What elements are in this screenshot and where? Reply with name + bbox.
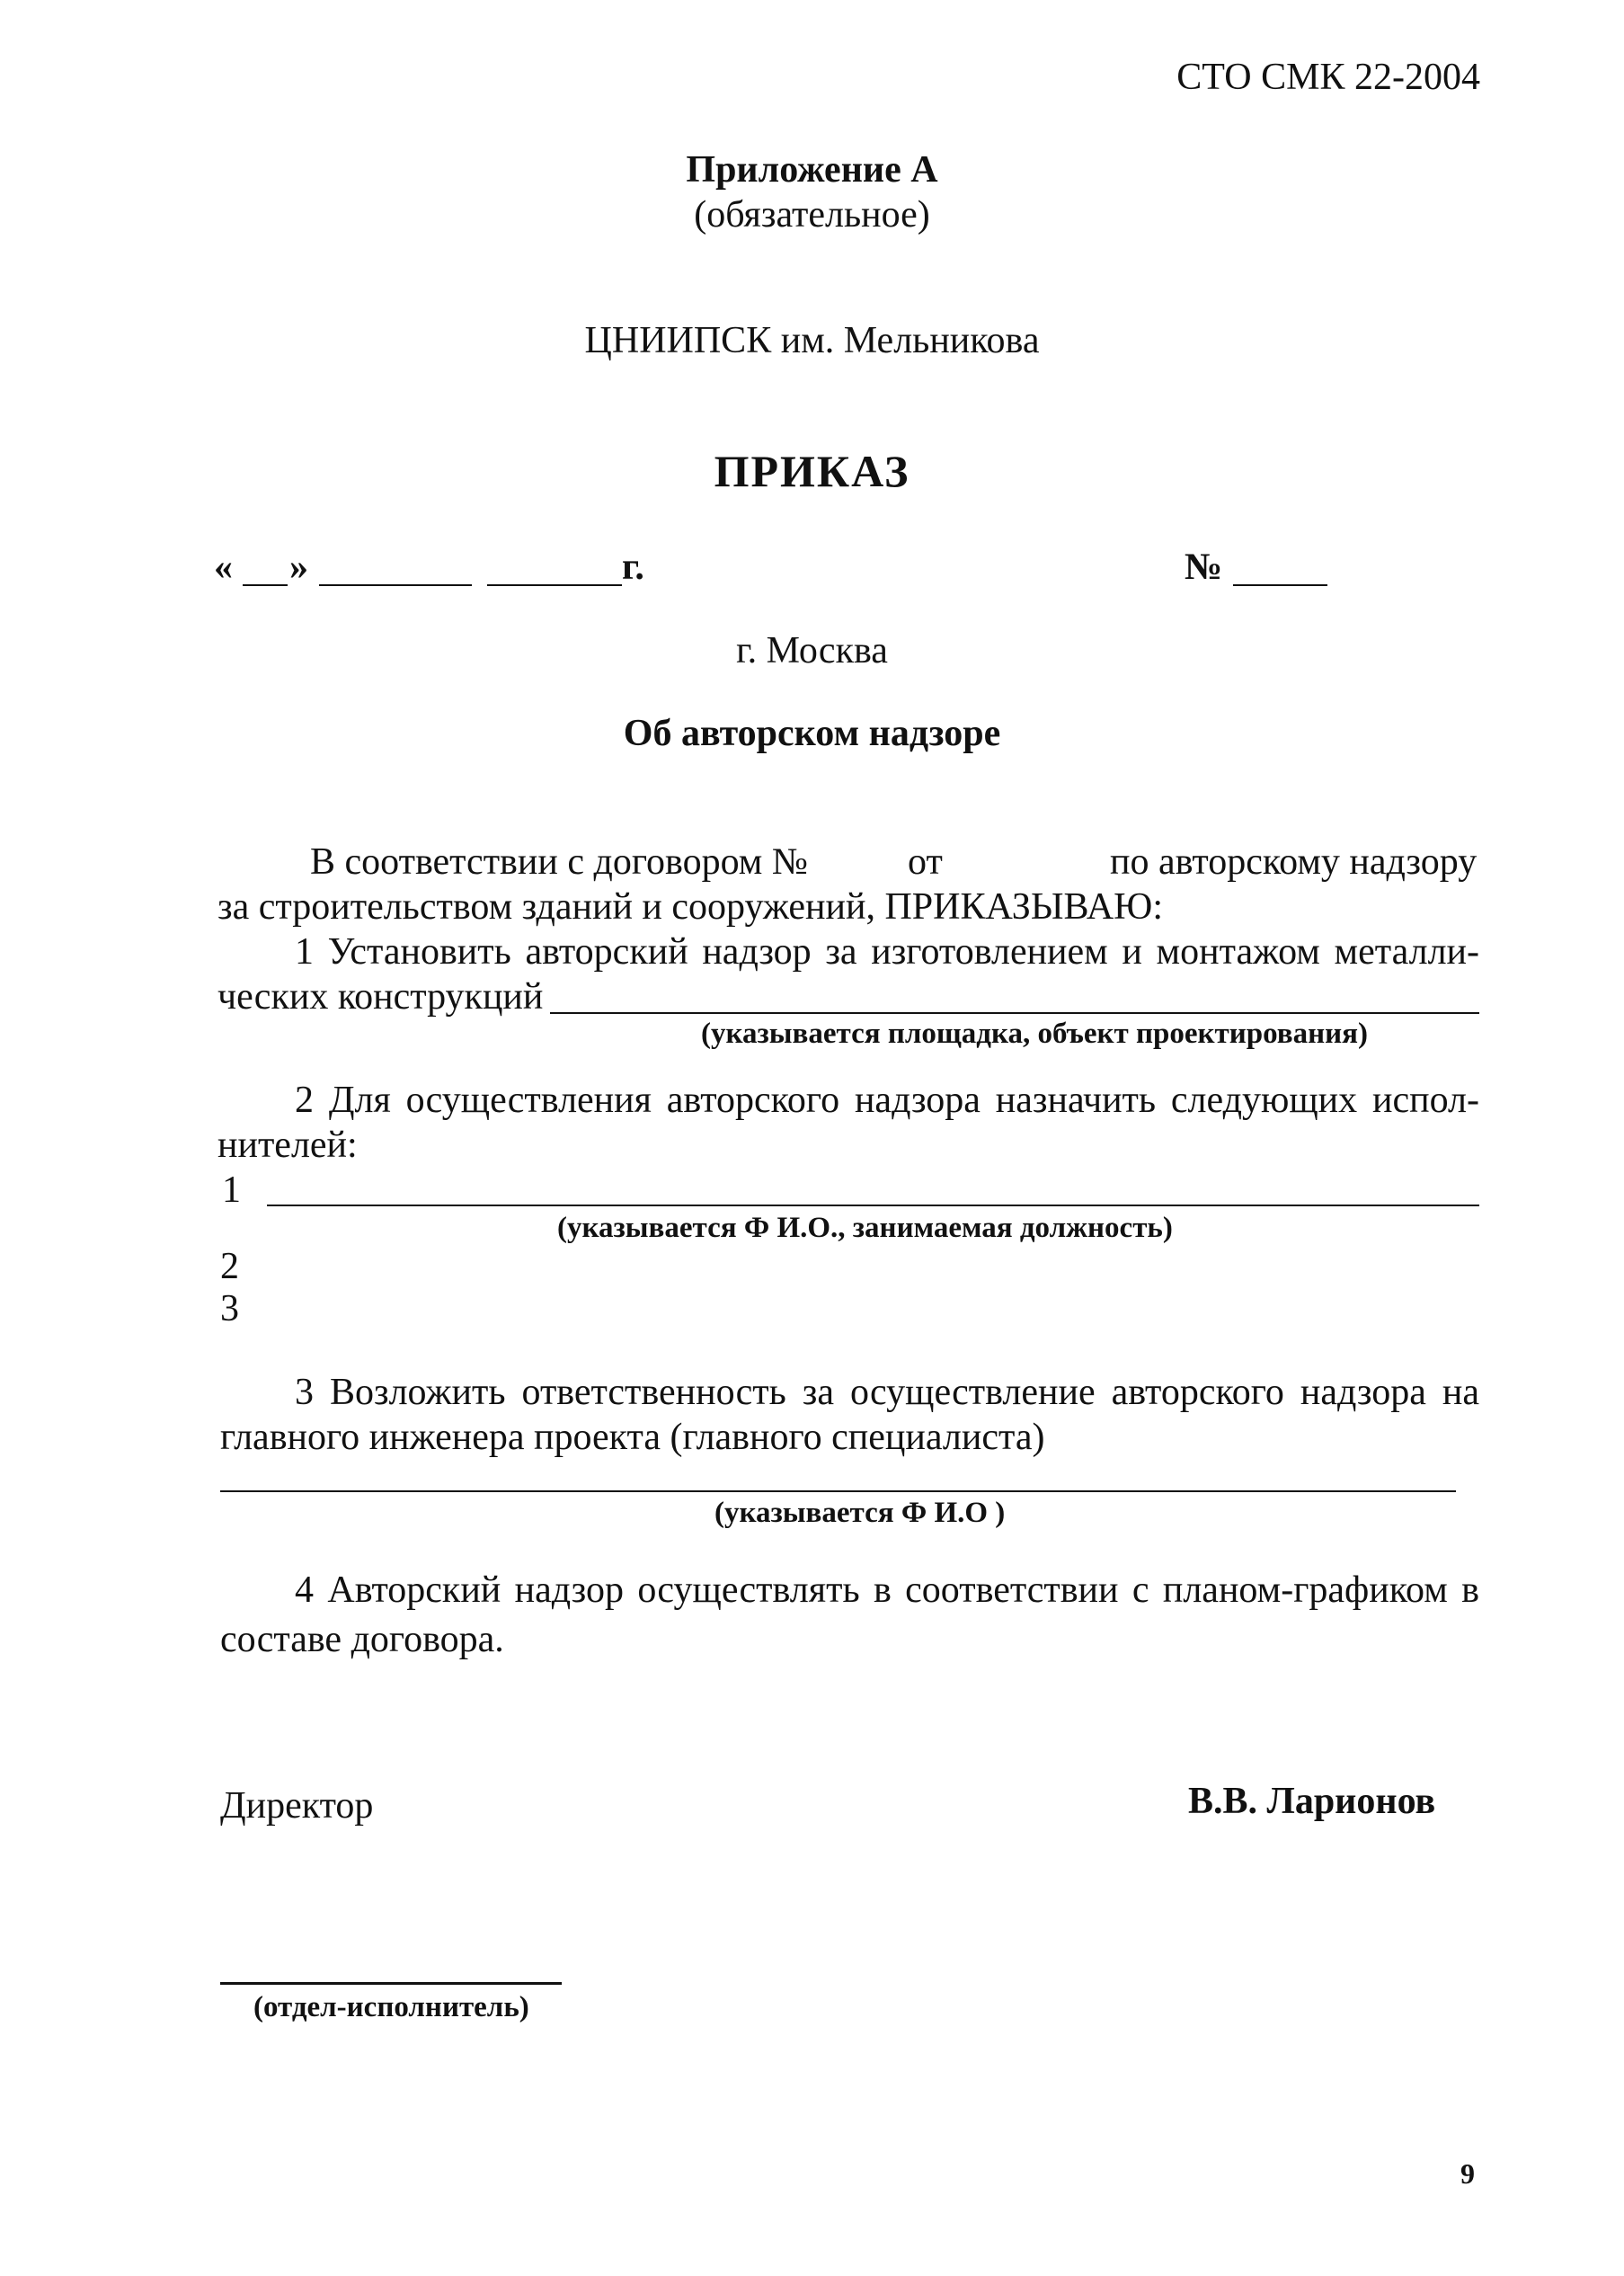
order-title: ПРИКАЗ [714,446,910,496]
item3-line1: 3 Возложить ответственность за осуществление авторского надзора на [295,1372,1479,1413]
appendix-subtitle: (обязательное) [694,194,930,236]
organization-name: ЦНИИПСК им. Мельникова [584,320,1040,361]
date-open-quote: « [214,547,233,588]
month-blank [319,584,472,586]
number-sign: № [1185,547,1223,588]
item3-chief-engineer-blank [220,1490,1456,1492]
appendix-title: Приложение А [686,149,938,191]
page-number: 9 [1460,2157,1475,2190]
item2-line2: нителей: [217,1125,358,1166]
year-suffix: г. [622,547,644,588]
department-blank [220,1982,562,1985]
year-blank [487,584,622,586]
item2-sub3: 3 [220,1288,239,1329]
item2-sub1: 1 [222,1169,241,1211]
order-subject: Об авторском надзоре [623,713,1001,754]
intro-supervision-text: по авторскому надзору [1110,841,1478,883]
item2-note: (указывается Ф И.О., занимаемая должность) [557,1212,1173,1244]
item3-note: (указывается Ф И.О ) [714,1497,1006,1529]
order-number-blank [1233,584,1327,586]
intro-line2: за строительством зданий и сооружений, ПРИКАЗЫВАЮ: [217,886,1163,928]
item1-line1: 1 Установить авторский надзор за изготовлением и монтажом металли- [295,931,1479,973]
date-close-quote: » [289,547,308,588]
item3-line2: главного инженера проекта (главного специалиста) [220,1417,1045,1458]
item2-line1: 2 Для осуществления авторского надзора назначить следующих испол- [295,1080,1479,1121]
director-title: Директор [220,1785,374,1827]
city: г. Москва [736,630,888,671]
item1-note: (указывается площадка, объект проектирования) [701,1018,1368,1050]
item1-site-blank [550,1012,1479,1014]
item2-sub2: 2 [220,1246,239,1287]
document-code: СТО СМК 22-2004 [1176,57,1480,98]
item1-line2: ческих конструкций [217,976,544,1018]
intro-contract-text: В соответствии с договором № [310,841,808,883]
item4-line1: 4 Авторский надзор осуществлять в соответствии с планом-графиком в [295,1569,1479,1611]
intro-from-text: от [908,841,943,883]
item2-executor-blank [267,1205,1479,1206]
item4-line2: составе договора. [220,1619,504,1660]
department-note: (отдел-исполнитель) [253,1991,529,2023]
director-name: В.В. Ларионов [1188,1781,1436,1822]
day-blank [243,584,288,586]
